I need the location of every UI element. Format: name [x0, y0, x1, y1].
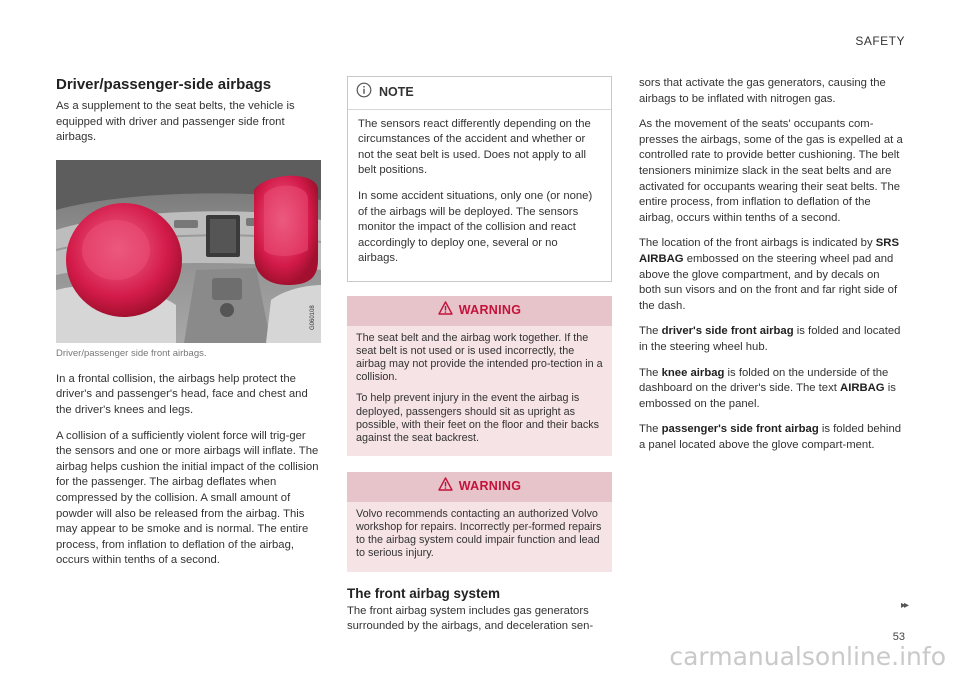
- watermark: carmanualsonline.info: [669, 642, 946, 671]
- text-span: is folded behind a panel located above the glove compart-ment.: [639, 423, 902, 451]
- warning-triangle-icon: [438, 477, 453, 497]
- note-box: [347, 76, 612, 282]
- text-span: is folded on the underside of the dashboard on the driver's side. The text: [639, 366, 889, 395]
- paragraph: In a frontal collision, the airbags help protect the driver's and passenger's head, face and chest and the driver's knees and legs.: [56, 372, 308, 416]
- warning-title: WARNING: [458, 302, 522, 317]
- text-span: The location of the front airbags is indicated by: [639, 237, 876, 250]
- paragraph: [639, 366, 904, 413]
- page-number: 53: [892, 631, 905, 643]
- warning-paragraph: The seat belt and the airbag work together. If the seat belt is not used or is used incorrectly, the airbag may not provide the intended pro-tection in a collision.: [356, 331, 603, 384]
- text-span: The: [639, 423, 662, 436]
- paragraph: The front airbag system includes gas generators surrounded by the airbags, and deceleration sen-: [347, 604, 594, 633]
- term-driver-airbag: driver's side front airbag: [661, 325, 794, 338]
- text-span: is embossed on the panel.: [639, 382, 896, 410]
- note-paragraph: In some accident situations, only one (or none) of the airbags will be deployed. The sensors monitor the impact of the collision and react accordingly to deploy one, several or no airbags.: [358, 189, 593, 265]
- warning-header: [347, 296, 612, 326]
- term-srs-airbag: SRS AIRBAG: [639, 237, 899, 265]
- warning-title: WARNING: [458, 479, 522, 494]
- text-span: The: [639, 325, 662, 338]
- airbag-illustration: [56, 160, 321, 343]
- column-1: [56, 76, 321, 579]
- warning-box: [347, 472, 612, 571]
- note-header: [348, 77, 611, 110]
- text-span: embossed on the steering wheel pad and above the glove compartment, and by decals on both sun visors and on the front and far right side of the dash.: [639, 252, 898, 312]
- section-label: SAFETY: [855, 34, 905, 48]
- subsection-title: The front airbag system: [347, 585, 501, 601]
- intro-paragraph: As a supplement to the seat belts, the vehicle is equipped with driver and passenger side front airbags.: [56, 100, 295, 144]
- paragraph: sors that activate the gas generators, causing the airbags to be inflated with nitrogen gas.: [639, 77, 886, 105]
- warning-header: [347, 472, 612, 502]
- note-body: [348, 110, 611, 281]
- paragraph: [639, 324, 904, 355]
- paragraph: [639, 236, 904, 314]
- section-title: Driver/passenger-side airbags: [56, 76, 272, 93]
- figure-caption: Driver/passenger side front airbags.: [56, 347, 207, 359]
- warning-paragraph: Volvo recommends contacting an authorized Volvo workshop for repairs. Incorrectly per-formed repairs to the airbag system could impair function and lead to serious injury.: [356, 507, 602, 560]
- figure-code: G060108: [310, 305, 316, 330]
- term-passenger-airbag: passenger's side front airbag: [661, 423, 819, 436]
- warning-triangle-icon: [438, 301, 453, 321]
- paragraph: A collision of a sufficiently violent force will trig-ger the sensors and one or more airbags will inflate. The airbag helps cushion the initial impact of the collision for the passenger. The airbag deflates when compressed by the collision. A small amount of powder will also be released from the airbag. This may appear to be smoke and is normal. The entire process, from inflation to deflation of the airbag, occurs within tenths of a second.: [56, 429, 319, 567]
- info-icon: [356, 82, 372, 104]
- text-span: is folded and located in the steering wheel hub.: [639, 325, 901, 353]
- warning-body: [347, 502, 612, 572]
- next-page-icon[interactable]: ▸▸: [900, 600, 907, 611]
- airbag-illustration-drawing: [56, 160, 321, 343]
- term-knee-airbag: knee airbag: [661, 366, 725, 379]
- paragraph: [639, 422, 904, 453]
- warning-body: [347, 326, 612, 457]
- warning-paragraph: To help prevent injury in the event the airbag is deployed, passengers should sit as upright as possible, with their feet on the floor and their backs against the seat backrest.: [356, 392, 600, 444]
- column-3: [639, 76, 904, 463]
- text-span: The: [639, 366, 662, 379]
- warning-box: [347, 296, 612, 456]
- term-airbag: AIRBAG: [840, 382, 885, 395]
- note-title: NOTE: [379, 85, 414, 99]
- note-paragraph: The sensors react differently depending on the circumstances of the accident and whether or not the seat belt is used. Does not apply to all belt positions.: [358, 117, 591, 177]
- column-2: [347, 76, 612, 645]
- paragraph: As the movement of the seats' occupants com-presses the airbags, some of the gas is expelled at a controlled rate to provide better cushioning. The belt tensioners minimize slack in the seat belts and are activated for occupants wearing their seat belts. The entire process, from inflation to deflation of the airbag, occurs within tenths of a second.: [639, 118, 903, 224]
